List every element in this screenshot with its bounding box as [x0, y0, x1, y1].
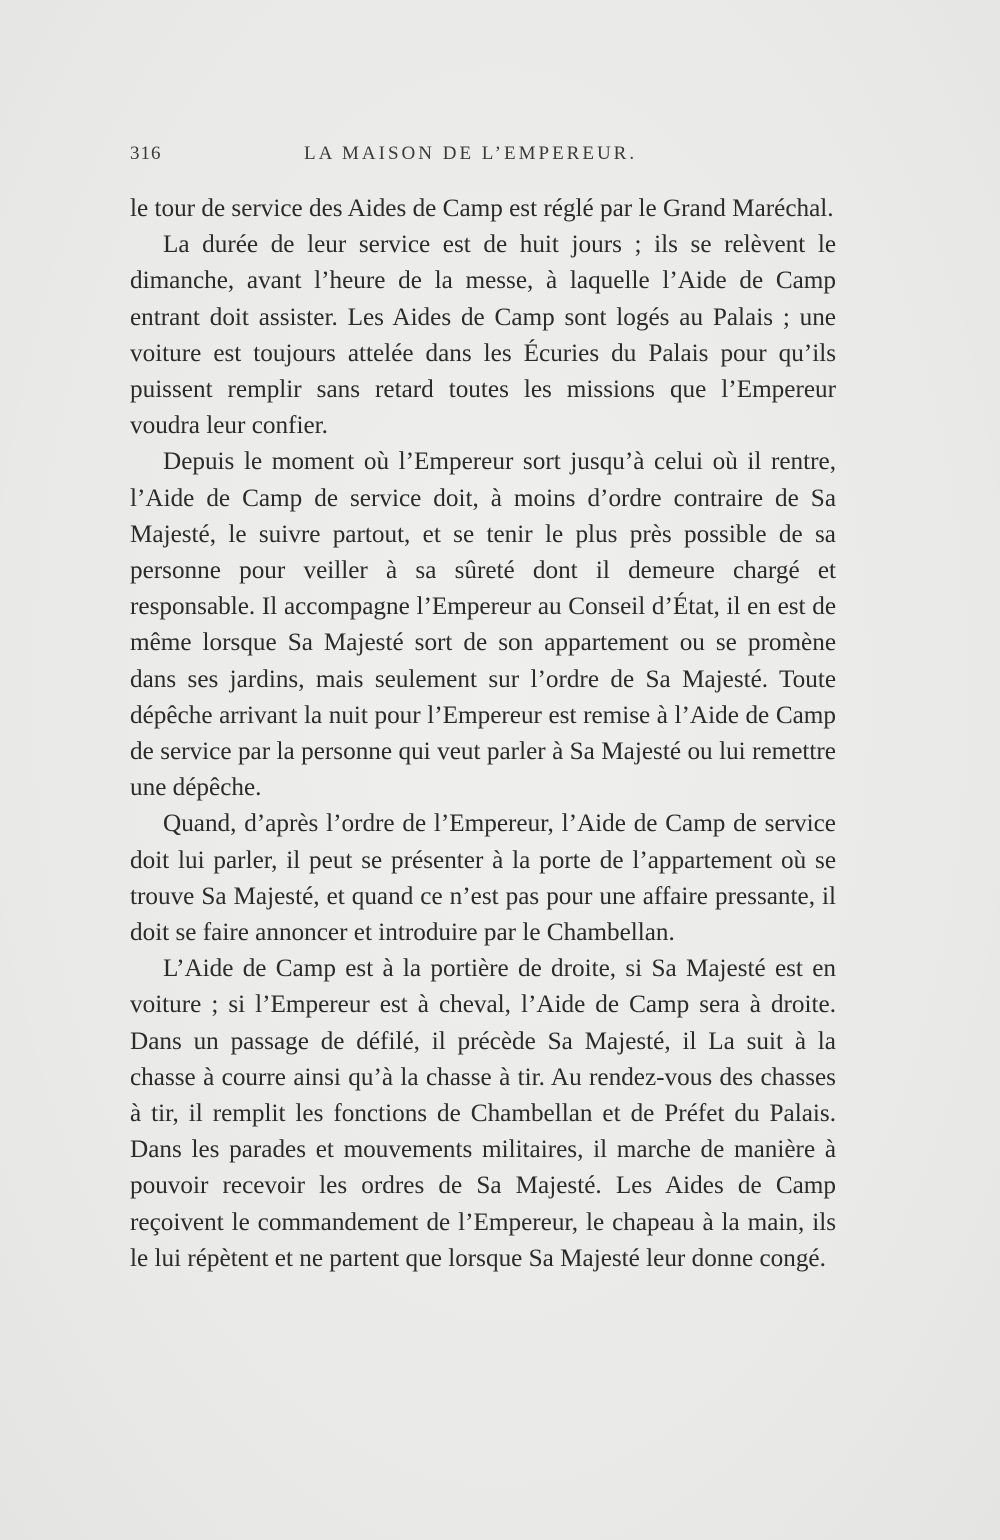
paragraph-service-duration: La durée de leur service est de huit jours ; ils se relèvent le dimanche, avant l’heure de la messe, à laquelle l’Aide de Camp entrant doit assister. Les Aides de Camp sont logés au Palais ; une voiture est toujours attelée dans les Écuries du Palais pour qu’ils puissent remplir sans retard toutes les missions que l’Empereur voudra leur confier. — [130, 231, 836, 440]
running-title: LA MAISON DE L’EMPEREUR. — [304, 143, 638, 164]
paragraph-positioning: L’Aide de Camp est à la portière de droite, si Sa Majesté est en voiture ; si l’Empereur est à cheval, l’Aide de Camp sera à droite. Dans un passage de défilé, il précède Sa Majesté, il La suit à la chasse à courre ainsi qu’à la chasse à tir. Au rendez-vous des chasses à tir, il remplit les fonctions de Chambellan et de Préfet du Palais. Dans les parades et mouvements militaires, il marche de manière à pouvoir recevoir les ordres de Sa Majesté. Les Aides de Camp reçoivent le commandement de l’Empereur, le chapeau à la main, ils le lui répètent et ne partent que lorsque Sa Majesté leur donne congé. — [130, 955, 836, 1272]
paragraph-addressing-emperor: Quand, d’après l’ordre de l’Empereur, l’Aide de Camp de service doit lui parler, il peut se présenter à la porte de l’appartement où se trouve Sa Majesté, et quand ce n’est pas pour une affaire pressante, il doit se faire annoncer et introduire par le Chambellan. — [130, 810, 836, 947]
paragraph-escort-duties: Depuis le moment où l’Empereur sort jusqu’à celui où il rentre, l’Aide de Camp de service doit, à moins d’ordre contraire de Sa Majesté, le suivre partout, et se tenir le plus près possible de sa personne pour veiller à sa sûreté dont il demeure chargé et responsable. Il accompagne l’Empereur au Conseil d’État, il en est de même lorsque Sa Majesté sort de son appartement ou se promène dans ses jardins, mais seulement sur l’ordre de Sa Majesté. Toute dépêche arrivant la nuit pour l’Empereur est remise à l’Aide de Camp de service par la personne qui veut parler à Sa Majesté ou lui remettre une dépêche. — [130, 448, 836, 802]
page-number: 316 — [130, 143, 162, 164]
paragraph-continuation: le tour de service des Aides de Camp est réglé par le Grand Maréchal. — [130, 195, 834, 222]
body-text — [130, 191, 836, 1277]
running-head — [130, 143, 836, 173]
